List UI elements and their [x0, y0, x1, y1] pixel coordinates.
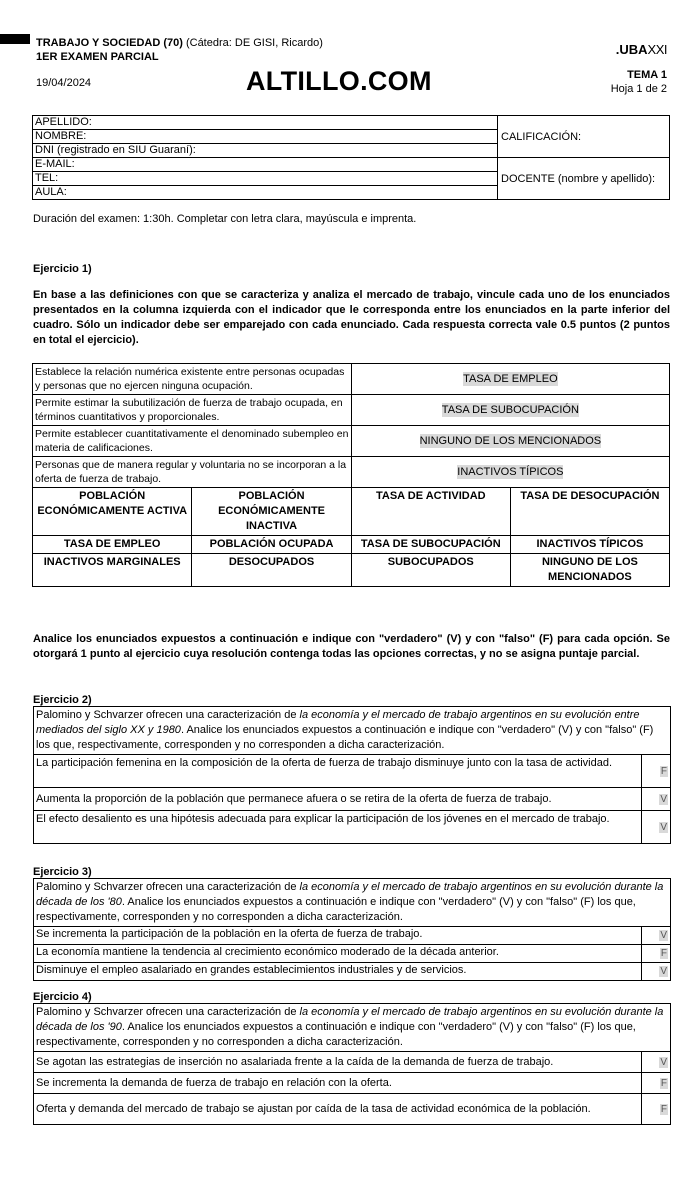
- ej4-title: Ejercicio 4): [33, 991, 92, 1003]
- exam-name: 1ER EXAMEN PARCIAL: [36, 51, 159, 63]
- ej1-statement: Permite establecer cuantitativamente el denominado subempleo en materia de calificaciones.: [33, 426, 352, 457]
- vf-instructions: Analice los enunciados expuestos a continuación e indique con "verdadero" (V) y con "falso" (F) para cada opción. Se otorgará 1 punto al ejercicio cuya resolución contenga todas las opciones correctas, y no se asigna puntaje parcial.: [33, 633, 670, 660]
- tema-block: [611, 68, 667, 96]
- ej1-answer-text: NINGUNO DE LOS MENCIONADOS: [419, 435, 602, 447]
- ej2-title: Ejercicio 2): [33, 694, 92, 706]
- ej1-option: POBLACIÓN ECONÓMICAMENTE INACTIVA: [192, 488, 351, 536]
- ej1-option: DESOCUPADOS: [192, 554, 351, 587]
- ej3-answer[interactable]: [642, 963, 671, 981]
- ej1-statement: Personas que de manera regular y voluntaria no se incorporan a la oferta de fuerza de trabajo.: [33, 457, 352, 488]
- ej1-statement: Permite estimar la subutilización de fuerza de trabajo ocupada, en términos cuantitativos y proporcionales.: [33, 395, 352, 426]
- ej3-statement: Se incrementa la participación de la población en la oferta de fuerza de trabajo.: [34, 927, 642, 945]
- ej1-answer-text: TASA DE EMPLEO: [463, 373, 558, 385]
- site-title: ALTILLO.COM: [246, 66, 432, 96]
- duration-note: Duración del examen: 1:30h. Completar con letra clara, mayúscula e imprenta.: [33, 213, 417, 225]
- ej1-table: [32, 363, 670, 587]
- tema-label: TEMA 1: [627, 69, 667, 81]
- field-apellido[interactable]: APELLIDO:: [33, 116, 498, 130]
- black-bar: [0, 34, 30, 44]
- uba-logo-bold: .UBA: [615, 42, 648, 57]
- ej2-statement: El efecto desaliento es una hipótesis adecuada para explicar la participación de los jóvenes en el mercado de trabajo.: [34, 811, 642, 844]
- ej1-answer[interactable]: [351, 457, 669, 488]
- ej3-table: [33, 878, 671, 981]
- ej3-section: [33, 866, 671, 981]
- ej1-answer-text: INACTIVOS TÍPICOS: [457, 466, 564, 478]
- ej3-title: Ejercicio 3): [33, 866, 92, 878]
- ej1-option: INACTIVOS MARGINALES: [33, 554, 192, 587]
- ej1-option: TASA DE ACTIVIDAD: [351, 488, 510, 536]
- ej3-statement: La economía mantiene la tendencia al crecimiento económico moderado de la década anterior.: [34, 945, 642, 963]
- ej2-answer[interactable]: [642, 811, 671, 844]
- ej2-answer-text: F: [660, 765, 667, 777]
- ej1-option: TASA DE EMPLEO: [33, 536, 192, 554]
- ej1-answer[interactable]: [351, 395, 669, 426]
- ej1-option: POBLACIÓN ECONÓMICAMENTE ACTIVA: [33, 488, 192, 536]
- ej1-answer-text: TASA DE SUBOCUPACIÓN: [441, 404, 579, 416]
- ej2-answer[interactable]: [642, 788, 671, 811]
- ej3-answer-text: V: [660, 966, 667, 977]
- ej4-answer[interactable]: [642, 1052, 671, 1073]
- ej2-answer-text: V: [660, 821, 667, 833]
- exam-date: 19/04/2024: [36, 77, 92, 89]
- ej2-statement: La participación femenina en la composición de la oferta de fuerza de trabajo disminuye junto con la tasa de actividad.: [34, 755, 642, 788]
- ej4-statement: Oferta y demanda del mercado de trabajo se ajustan por caída de la tasa de actividad económica de la población.: [34, 1094, 642, 1125]
- course-chair: (Cátedra: DE GISI, Ricardo): [182, 37, 323, 49]
- course-header: [36, 36, 323, 64]
- ej2-statement: Aumenta la proporción de la población que permanece afuera o se retira de la oferta de fuerza de trabajo.: [34, 788, 642, 811]
- calificacion-cell[interactable]: CALIFICACIÓN:: [498, 116, 670, 158]
- ej4-statement: Se incrementa la demanda de fuerza de trabajo en relación con la oferta.: [34, 1073, 642, 1094]
- ej2-table: [33, 706, 671, 844]
- ej1-option: TASA DE DESOCUPACIÓN: [510, 488, 669, 536]
- ej1-answer[interactable]: [351, 364, 669, 395]
- ej4-answer[interactable]: [642, 1094, 671, 1125]
- ej4-answer-text: F: [660, 1103, 667, 1115]
- ej1-option: POBLACIÓN OCUPADA: [192, 536, 351, 554]
- ej2-answer-text: V: [660, 793, 667, 805]
- ej3-answer-text: V: [660, 930, 667, 941]
- ej3-statement: Disminuye el empleo asalariado en grandes establecimientos industriales y de servicios.: [34, 963, 642, 981]
- field-nombre[interactable]: NOMBRE:: [33, 130, 498, 144]
- ej4-answer-text: V: [660, 1056, 667, 1068]
- ej3-answer[interactable]: [642, 927, 671, 945]
- ej1-instructions: En base a las definiciones con que se caracteriza y analiza el mercado de trabajo, vincule cada uno de los enunciados presentados en la columna izquierda con el indicador que le corresponda entre los enunciados en la parte inferior del cuadro. Sólo un indicador debe ser emparejado con cada enunciado. Cada respuesta correcta vale 0.5 puntos (2 puntos en total el ejercicio).: [33, 289, 670, 346]
- docente-cell[interactable]: DOCENTE (nombre y apellido):: [498, 158, 670, 200]
- ej1-option: NINGUNO DE LOS MENCIONADOS: [510, 554, 669, 587]
- ej4-table: [33, 1003, 671, 1125]
- ej1-statement: Establece la relación numérica existente entre personas ocupadas y personas que no ejercen ninguna ocupación.: [33, 364, 352, 395]
- field-email[interactable]: E-MAIL:: [33, 158, 498, 172]
- uba-logo-xxi: XXI: [647, 42, 667, 57]
- ej1-answer[interactable]: [351, 426, 669, 457]
- course-name: TRABAJO Y SOCIEDAD (70): [36, 37, 183, 49]
- field-aula[interactable]: AULA:: [33, 186, 498, 200]
- ej3-intro: Palomino y Schvarzer ofrecen una caracterización de la economía y el mercado de trabajo argentinos en su evolución durante la década de los '80. Analice los enunciados expuestos a continuación e indique con "verdadero" (V) y con "falso" (F) los que, respectivamente, corresponden y no corresponden a dicha caracterización.: [34, 879, 671, 927]
- ej4-statement: Se agotan las estrategias de inserción no asalariada frente a la caída de la demanda de fuerza de trabajo.: [34, 1052, 642, 1073]
- field-dni[interactable]: DNI (registrado en SIU Guaraní):: [33, 144, 498, 158]
- ej2-intro: Palomino y Schvarzer ofrecen una caracterización de la economía y el mercado de trabajo argentinos en su evolución entre mediados del siglo XX y 1980. Analice los enunciados expuestos a continuación e indique con "verdadero" (V) y con "falso" (F) los que, respectivamente, corresponden y no corresponden a dicha caracterización.: [34, 707, 671, 755]
- ej4-answer[interactable]: [642, 1073, 671, 1094]
- ej2-section: [33, 694, 671, 844]
- ej4-section: [33, 991, 671, 1125]
- ej3-answer-text: F: [660, 948, 667, 959]
- ej1-option: TASA DE SUBOCUPACIÓN: [351, 536, 510, 554]
- ej4-answer-text: F: [660, 1077, 667, 1089]
- ej2-answer[interactable]: [642, 755, 671, 788]
- uba-logo: [616, 42, 667, 57]
- student-info-table: [32, 115, 670, 200]
- field-tel[interactable]: TEL:: [33, 172, 498, 186]
- ej4-intro: Palomino y Schvarzer ofrecen una caracterización de la economía y el mercado de trabajo argentinos en su evolución durante la década de los '90. Analice los enunciados expuestos a continuación e indique con "verdadero" (V) y con "falso" (F) los que, respectivamente, corresponden y no corresponden a dicha caracterización.: [34, 1004, 671, 1052]
- ej1-option: INACTIVOS TÍPICOS: [510, 536, 669, 554]
- ej1-option: SUBOCUPADOS: [351, 554, 510, 587]
- hoja-label: Hoja 1 de 2: [610, 83, 667, 95]
- ej1-title: Ejercicio 1): [33, 263, 92, 275]
- ej3-answer[interactable]: [642, 945, 671, 963]
